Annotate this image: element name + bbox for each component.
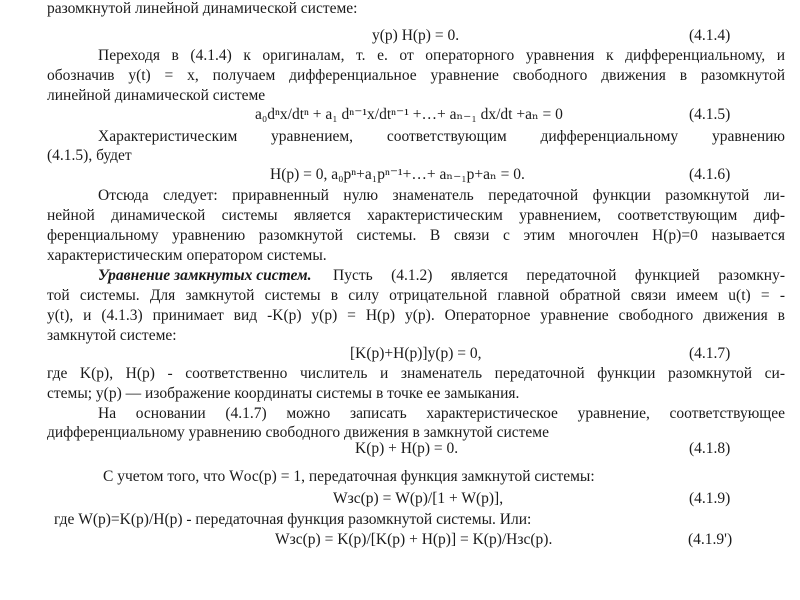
text-line: той системы. Для замкнутой системы в силу отрицательной главной обратной связи имеем u(t) = - bbox=[47, 287, 785, 304]
equation-4-1-9: Wзс(p) = W(p)/[1 + W(p)], bbox=[333, 490, 504, 507]
text-line: Отсюда следует: приравненный нулю знаменатель передаточной функции разомкнутой ли- bbox=[98, 187, 785, 204]
text-line: характеристическим оператором системы. bbox=[47, 247, 327, 264]
equation-number: (4.1.4) bbox=[689, 27, 731, 44]
text-line: Переходя в (4.1.4) к оригиналам, т. е. от операторного уравнения к дифференциальному, и bbox=[98, 47, 785, 64]
text-line: нейной динамической системы является характеристическим уравнением, соответствующим диф- bbox=[47, 207, 785, 224]
text-line: (4.1.5), будет bbox=[47, 147, 132, 164]
equation-number: (4.1.9) bbox=[689, 490, 731, 507]
equation-number: (4.1.5) bbox=[689, 106, 731, 123]
equation-4-1-4: y(p) H(p) = 0. bbox=[372, 27, 460, 44]
equation-4-1-9-prime: Wзс(p) = K(p)/[K(p) + H(p)] = K(p)/Hзс(p). bbox=[275, 531, 553, 548]
text-line: разомкнутой линейной динамической системе: bbox=[47, 0, 358, 17]
equation-number: (4.1.6) bbox=[689, 166, 731, 183]
equation-number: (4.1.9') bbox=[688, 531, 733, 548]
text-line: обозначив y(t) = x, получаем дифференциальное уравнение свободного движения в разомкнутой bbox=[47, 67, 785, 84]
text-line: где W(p)=K(p)/H(p) - передаточная функция разомкнутой системы. Или: bbox=[54, 511, 532, 528]
text-line: y(t), и (4.1.3) принимает вид -K(p) y(p) = H(p) y(p). Операторное уравнение свободного движения в bbox=[47, 307, 785, 324]
equation-4-1-5: a₀dⁿx/dtⁿ + a₁ dⁿ⁻¹x/dtⁿ⁻¹ +…+ aₙ₋₁ dx/dt +aₙ = 0 bbox=[255, 106, 563, 123]
section-heading: Уравнение замкнутых систем. bbox=[98, 267, 312, 284]
text-line: где K(p), H(p) - соответственно числитель и знаменатель передаточной функции разомкнутой си- bbox=[47, 365, 785, 382]
equation-number: (4.1.7) bbox=[689, 345, 731, 362]
text-line: ференциальному уравнению разомкнутой системы. В связи с этим многочлен H(p)=0 называется bbox=[47, 227, 785, 244]
text-line: замкнутой системе: bbox=[47, 327, 177, 344]
equation-number: (4.1.8) bbox=[689, 440, 731, 457]
equation-4-1-7: [K(p)+H(p)]y(p) = 0, bbox=[350, 345, 482, 362]
text-line: стемы; y(p) — изображение координаты системы в точке ее замыкания. bbox=[47, 385, 520, 402]
text-line: С учетом того, что Wос(p) = 1, передаточная функция замкнутой системы: bbox=[103, 468, 595, 485]
text-line: Пусть (4.1.2) является передаточной функцией разомкну- bbox=[333, 267, 785, 284]
text-line: На основании (4.1.7) можно записать характеристическое уравнение, соответствующее bbox=[98, 405, 785, 422]
equation-4-1-6: H(p) = 0, a₀pⁿ+a₁pⁿ⁻¹+…+ aₙ₋₁p+aₙ = 0. bbox=[270, 166, 525, 183]
text-line: Характеристическим уравнением, соответствующим дифференциальному уравнению bbox=[98, 128, 785, 145]
text-line: линейной динамической системе bbox=[47, 87, 266, 104]
text-line: дифференциальному уравнению свободного движения в замкнутой системе bbox=[47, 424, 549, 441]
equation-4-1-8: K(p) + H(p) = 0. bbox=[355, 440, 459, 457]
